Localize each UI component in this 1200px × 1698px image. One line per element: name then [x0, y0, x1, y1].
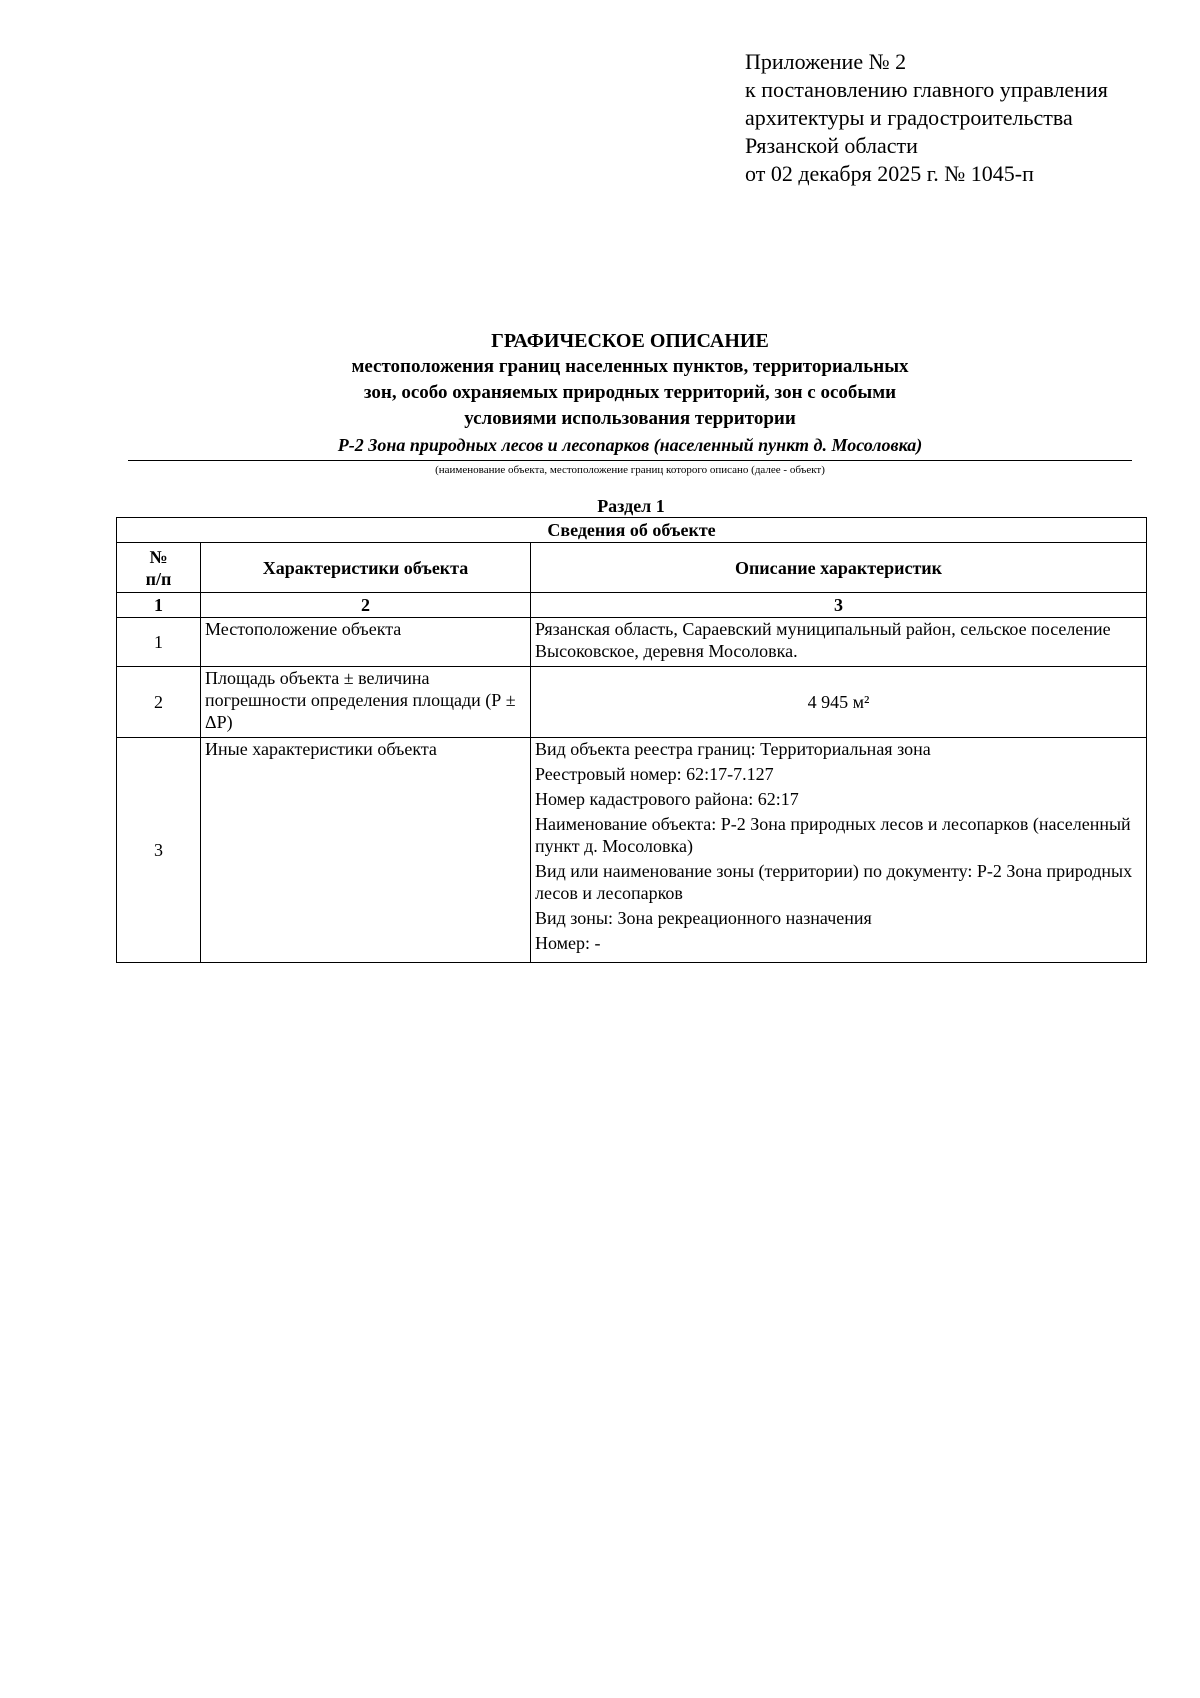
- table-row: [117, 618, 1147, 667]
- document-subtitle-line: условиями использования территории: [464, 408, 796, 429]
- description-line: Номер: -: [535, 933, 601, 953]
- column-number: 3: [531, 593, 1147, 618]
- section-title: Раздел 1: [597, 496, 665, 516]
- column-number: 1: [117, 593, 201, 618]
- document-title: ГРАФИЧЕСКОЕ ОПИСАНИЕ: [491, 330, 769, 352]
- description-line: Реестровый номер: 62:17-7.127: [535, 764, 774, 784]
- table-header-row: [117, 543, 1147, 593]
- description-line: Наименование объекта: Р-2 Зона природных лесов и лесопарков (населенный пункт д. Мосоловка): [535, 814, 1131, 856]
- row-number: 1: [117, 618, 201, 667]
- description-line: Вид или наименование зоны (территории) по документу: Р-2 Зона природных лесов и лесопарков: [535, 861, 1133, 903]
- row-description: [531, 738, 1147, 963]
- appendix-line: от 02 декабря 2025 г. № 1045-п: [745, 161, 1034, 186]
- header-description: Описание характеристик: [531, 543, 1147, 593]
- object-info-table: [116, 517, 1147, 963]
- description-line: Номер кадастрового района: 62:17: [535, 789, 799, 809]
- appendix-line: Рязанской области: [745, 133, 918, 158]
- object-name: Р-2 Зона природных лесов и лесопарков (населенный пункт д. Мосоловка): [337, 435, 923, 455]
- description-line: Вид зоны: Зона рекреационного назначения: [535, 908, 872, 928]
- appendix-line: к постановлению главного управления: [745, 77, 1108, 102]
- column-number: 2: [201, 593, 531, 618]
- object-name-caption: (наименование объекта, местоположение границ которого описано (далее - объект): [435, 464, 825, 476]
- row-characteristic: Площадь объекта ± величина погрешности определения площади (Р ± ΔР): [201, 667, 531, 738]
- row-characteristic: Иные характеристики объекта: [201, 738, 531, 963]
- row-description: [531, 667, 1147, 738]
- table-row: [117, 738, 1147, 963]
- header-number-line: п/п: [145, 568, 172, 589]
- appendix-line: архитектуры и градостроительства: [745, 105, 1073, 130]
- row-characteristic: Местоположение объекта: [201, 618, 531, 667]
- header-characteristic: Характеристики объекта: [201, 543, 531, 593]
- object-name-underline: [128, 460, 1132, 461]
- row-number: 3: [117, 738, 201, 963]
- description-line: Рязанская область, Сараевский муниципальный район, сельское поселение Высоковское, деревня Мосоловка.: [535, 619, 1111, 661]
- row-number: 2: [117, 667, 201, 738]
- table-caption-row: [117, 518, 1147, 543]
- description-line: 4 945 м²: [807, 692, 870, 712]
- description-line: Вид объекта реестра границ: Территориальная зона: [535, 739, 931, 759]
- table-caption: Сведения об объекте: [117, 518, 1147, 543]
- document-title-block: [128, 328, 1132, 457]
- row-description: [531, 618, 1147, 667]
- header-number: [117, 543, 201, 593]
- document-subtitle-line: местоположения границ населенных пунктов, территориальных: [351, 356, 909, 377]
- header-number-line: №: [149, 546, 168, 567]
- table-row: [117, 667, 1147, 738]
- column-number-row: [117, 593, 1147, 618]
- document-subtitle-line: зон, особо охраняемых природных территорий, зон с особыми: [363, 382, 897, 403]
- appendix-line: Приложение № 2: [745, 49, 907, 74]
- appendix-header: [745, 48, 1108, 188]
